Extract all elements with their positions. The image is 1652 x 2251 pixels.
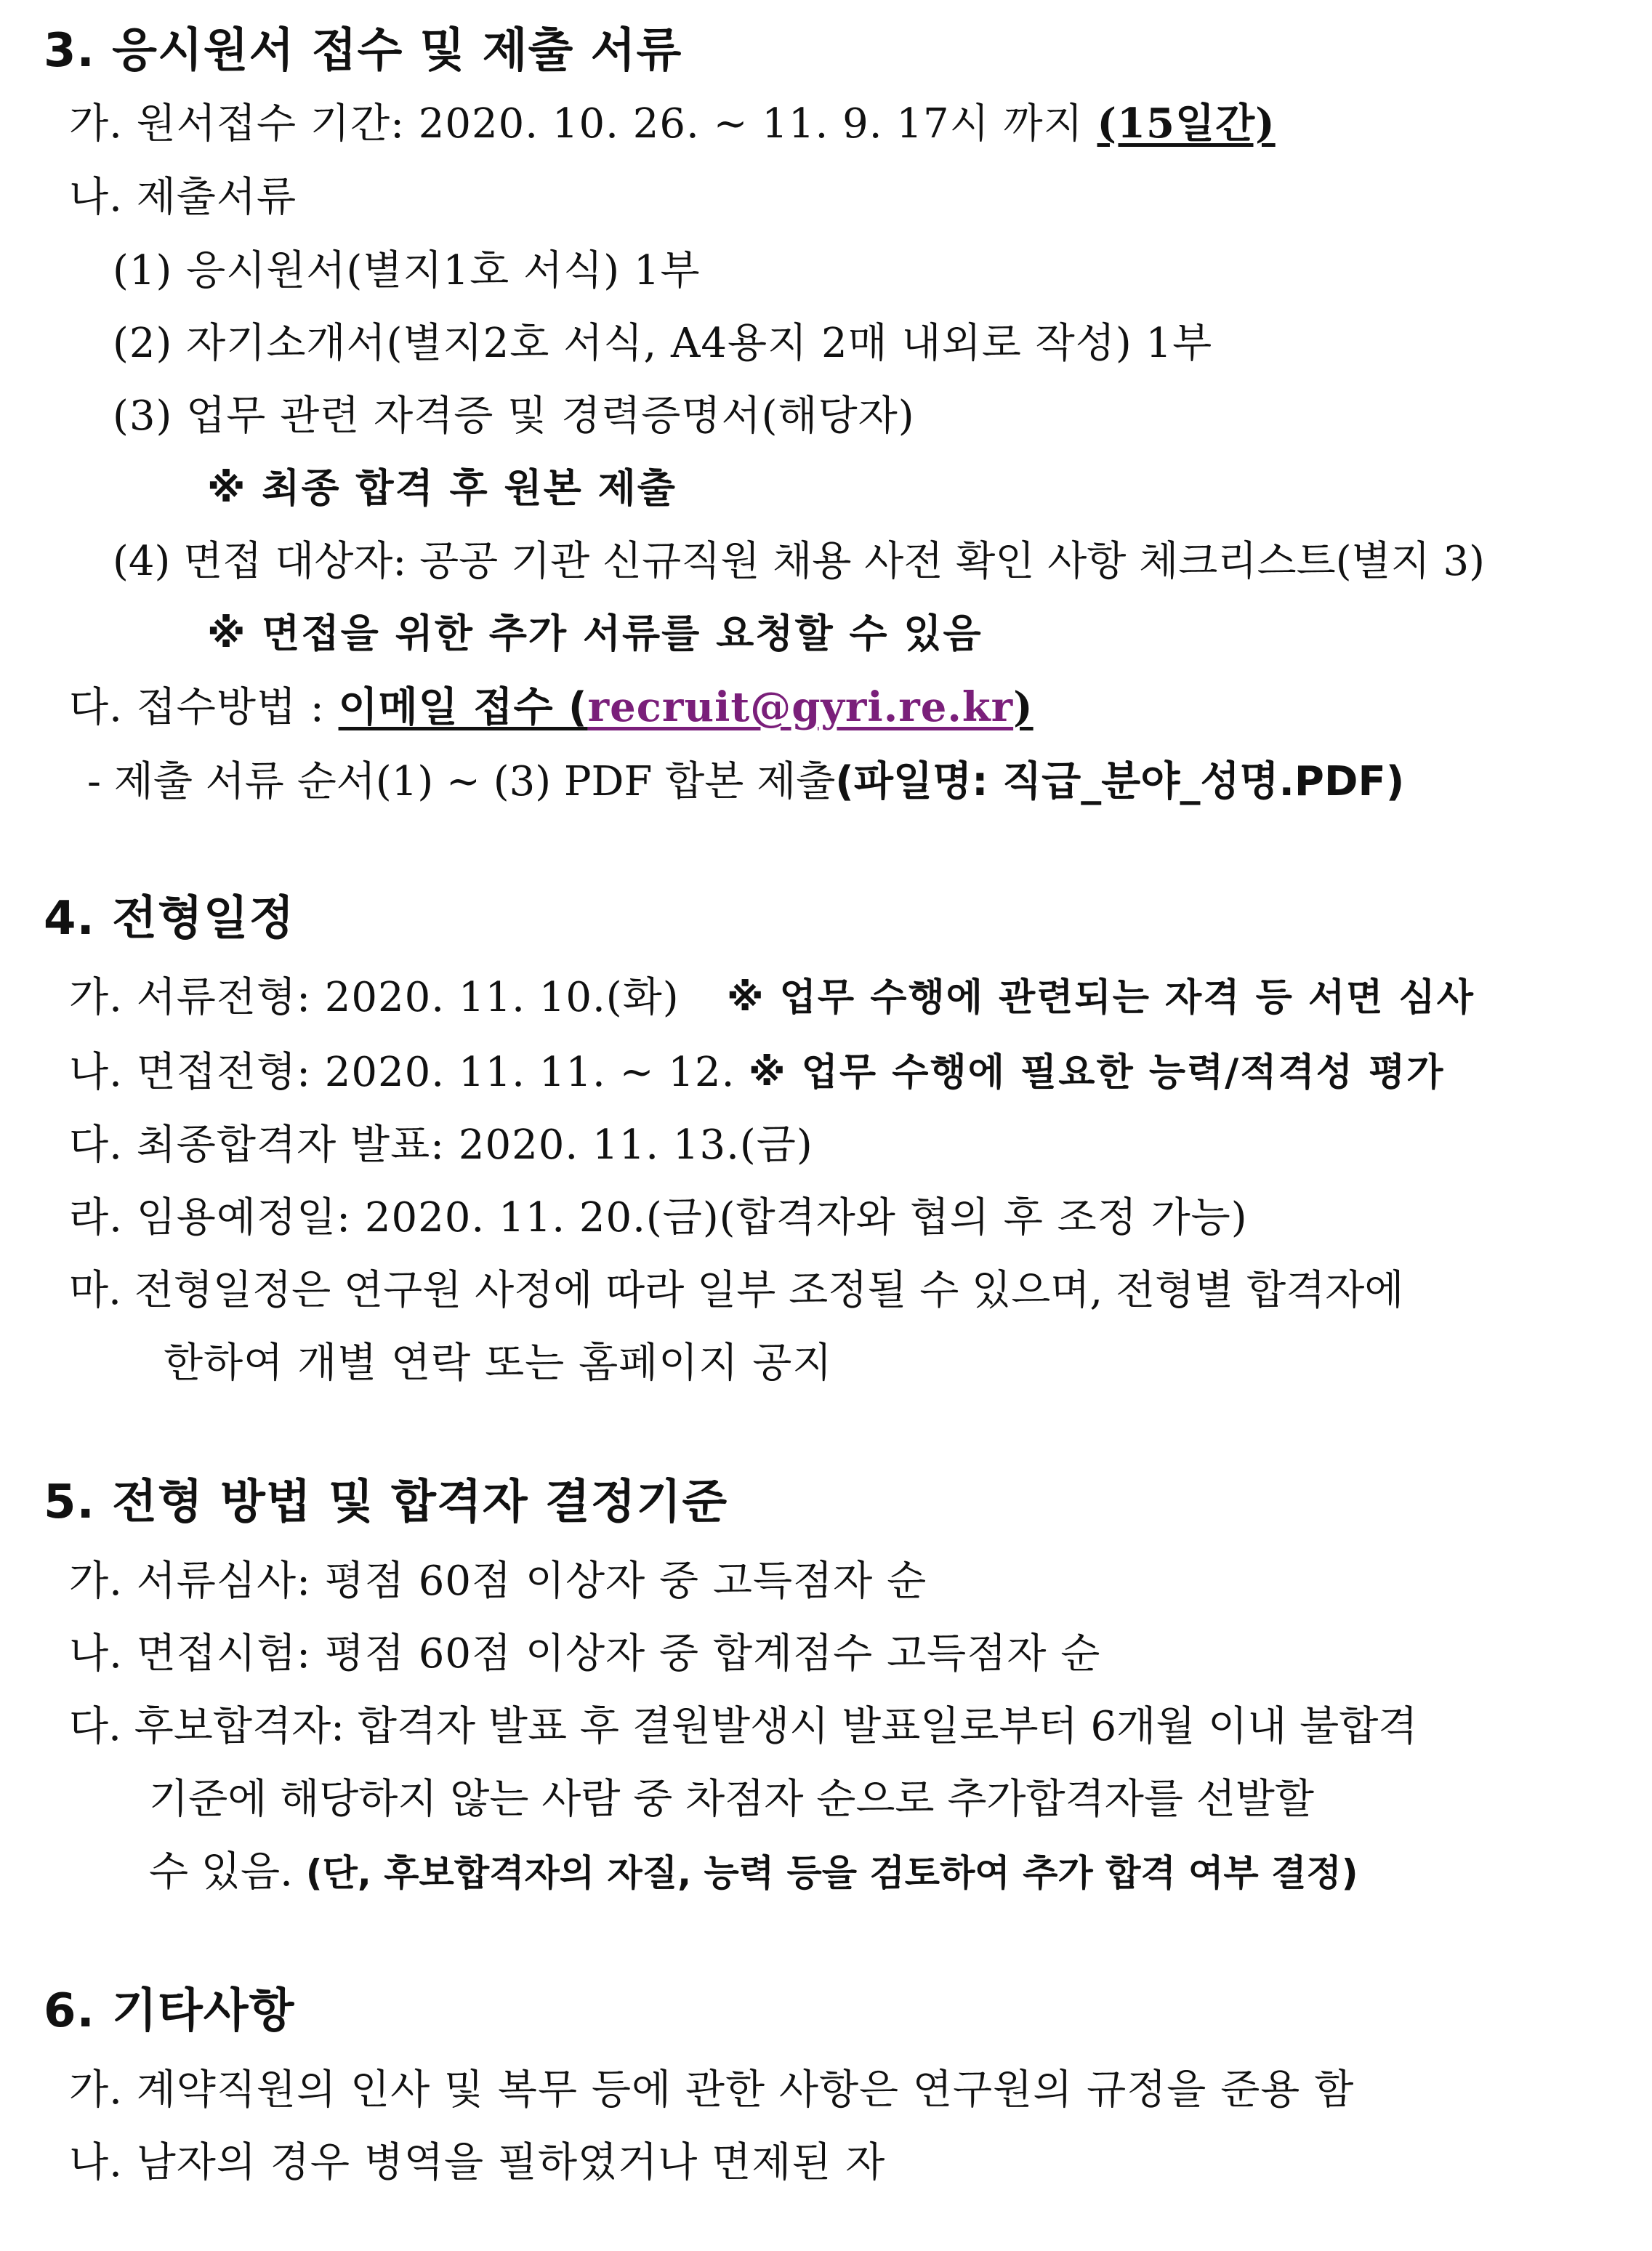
file-name-format: (파일명: 직급_분야_성명.PDF) [835, 758, 1405, 805]
reserve-candidate-line-2: 기준에 해당하지 않는 사람 중 차점자 순으로 추가합격자를 선발할 [149, 1776, 1314, 1823]
submission-method [69, 683, 1033, 731]
required-documents-label: 나. 제출서류 [69, 174, 297, 221]
interview-note: ※ 업무 수행에 필요한 능력/적격성 평가 [749, 1051, 1445, 1095]
other-matters-item-1: 가. 계약직원의 인사 및 복무 등에 관한 사항은 연구원의 규정을 준용 함 [69, 2066, 1355, 2114]
document-item-4: (4) 면접 대상자: 공공 기관 신규직원 채용 사전 확인 사항 체크리스트(별지 3) [113, 538, 1486, 585]
submission-method-label: 다. 접수방법 : [69, 684, 339, 731]
interview-criteria: 나. 면접시험: 평점 60점 이상자 중 합계점수 고득점자 순 [69, 1630, 1101, 1678]
reserve-candidate-line-1: 다. 후보합격자: 합격자 발표 후 결원발생시 발표일로부터 6개월 이내 불합격 [69, 1703, 1418, 1750]
recruit-email-link[interactable]: recruit@gyri.re.kr [587, 683, 1014, 731]
reserve-candidate-condition: (단, 후보합격자의 자질, 능력 등을 검토하여 추가 합격 여부 결정) [305, 1852, 1358, 1894]
reserve-candidate-line-3 [149, 1848, 1358, 1896]
section-4-heading: 4. 전형일정 [44, 892, 295, 946]
document-note-2: ※ 면접을 위한 추가 서류를 요청할 수 있음 [207, 611, 983, 656]
reserve-candidate-text: 수 있음. [149, 1848, 306, 1896]
document-item-1: (1) 응시원서(별지1호 서식) 1부 [113, 247, 701, 294]
document-item-3: (3) 업무 관련 자격증 및 경력증명서(해당자) [113, 392, 915, 440]
schedule-adjustment-line-2: 한하여 개별 연락 또는 홈페이지 공지 [164, 1340, 833, 1387]
document-review-criteria: 가. 서류심사: 평점 60점 이상자 중 고득점자 순 [69, 1558, 927, 1605]
document-screening-date: 가. 서류전형: 2020. 11. 10.(화) [69, 974, 680, 1021]
section-6-heading: 6. 기타사항 [44, 1984, 295, 2038]
interview-date: 나. 면접전형: 2020. 11. 11. ~ 12. [69, 1049, 736, 1096]
other-matters-item-2: 나. 남자의 경우 병역을 필하였거나 면제된 자 [69, 2139, 886, 2186]
file-instruction-text: - 제출 서류 순서(1) ~ (3) PDF 합본 제출 [87, 758, 836, 805]
submission-method-value: 이메일 접수 ( [338, 684, 588, 731]
document-item-2: (2) 자기소개서(별지2호 서식, A4용지 2매 내외로 작성) 1부 [113, 320, 1213, 367]
schedule-adjustment-line-1: 마. 전형일정은 연구원 사정에 따라 일부 조정될 수 있으며, 전형별 합격자에 [69, 1267, 1404, 1314]
application-period-text: 가. 원서접수 기간: 2020. 10. 26. ~ 11. 9. 17시 까지 [69, 100, 1097, 148]
document-screening-note: ※ 업무 수행에 관련되는 자격 등 서면 심사 [727, 976, 1475, 1020]
appointment-date: 라. 임용예정일: 2020. 11. 20.(금)(합격자와 협의 후 조정 가능) [69, 1194, 1248, 1241]
application-duration: (15일간) [1097, 100, 1276, 148]
section-5-heading: 5. 전형 방법 및 합격자 결정기준 [44, 1475, 728, 1529]
document-note-1: ※ 최종 합격 후 원본 제출 [207, 465, 677, 511]
final-announcement-date: 다. 최종합격자 발표: 2020. 11. 13.(금) [69, 1122, 813, 1169]
submission-method-close: ) [1013, 683, 1033, 731]
submission-file-instruction [87, 758, 1405, 805]
section-3-heading: 3. 응시원서 접수 및 제출 서류 [44, 24, 682, 78]
application-period [69, 100, 1276, 148]
